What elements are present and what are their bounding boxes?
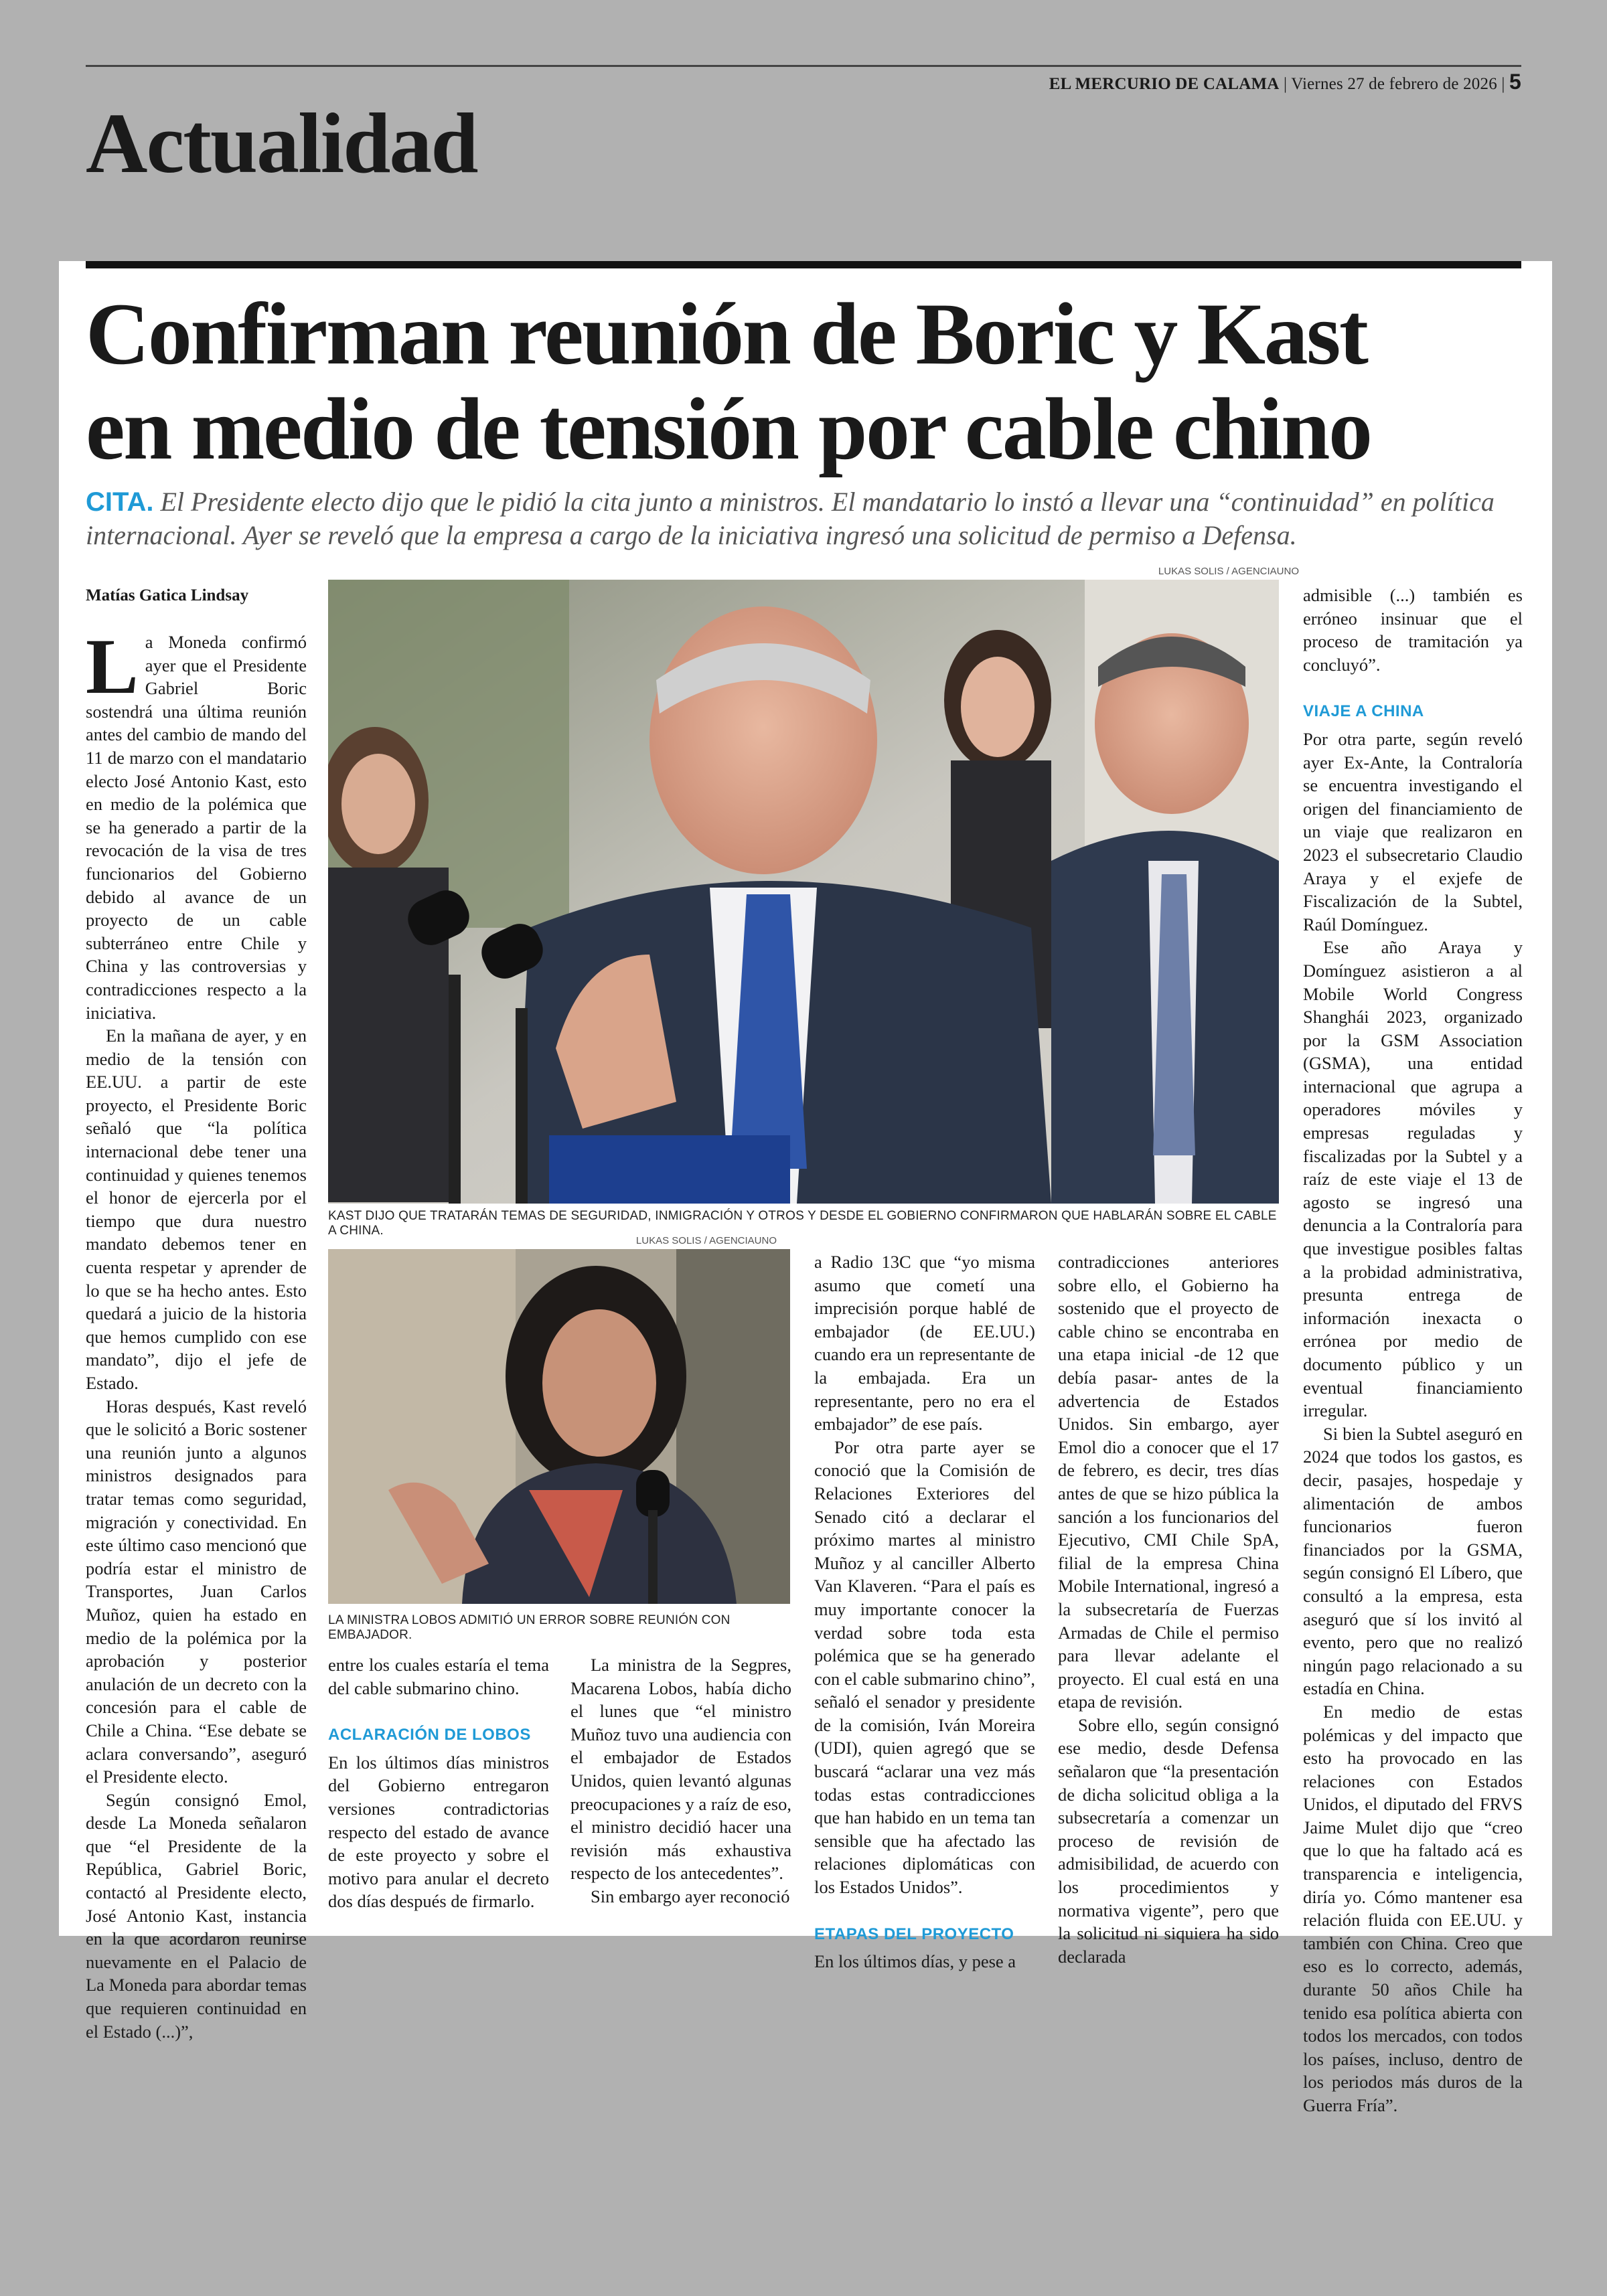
masthead: EL MERCURIO DE CALAMA | Viernes 27 de febrero de 2026 | 5 (1049, 70, 1521, 94)
byline: Matías Gatica Lindsay (86, 586, 249, 604)
headline-line-1: Confirman reunión de Boric y Kast (86, 284, 1367, 383)
paragraph: entre los cuales estaría el tema del cable submarino chino. (328, 1655, 549, 1698)
issue-date: Viernes 27 de febrero de 2026 (1291, 75, 1497, 93)
top-rule (86, 65, 1521, 67)
paragraph: En los últimos días ministros del Gobierno entregaron versiones contradictorias respecto del estado de avance de este proyecto y sobre el motivo para anular el decreto dos días después de firmarlo. (328, 1752, 549, 1912)
main-photo-credit: LUKAS SOLIS / AGENCIAUNO (1158, 566, 1299, 577)
publication-name: EL MERCURIO DE CALAMA (1049, 75, 1280, 93)
section-title: Actualidad (86, 96, 477, 191)
drop-cap: L (86, 623, 139, 710)
paragraph: La ministra de la Segpres, Macarena Lobos, había dicho el lunes que “el ministro Muñoz tuvo una audiencia con el embajador de Estados Unidos, quien levantó algunas preocupaciones y a raíz de eso, el ministro decidió hacer una revisión más exhaustiva respecto de los antecedentes”. (570, 1655, 791, 1884)
headline-line-2: en medio de tensión por cable chino (86, 380, 1371, 478)
column-3 (570, 1653, 791, 1908)
page-number: 5 (1509, 70, 1521, 94)
lede (86, 485, 1521, 552)
column-2 (328, 1653, 549, 1913)
column-4 (814, 1250, 1035, 1973)
subhead-lobos: ACLARACIÓN DE LOBOS (328, 1726, 531, 1744)
paragraph: a Radio 13C que “yo misma asumo que cometí una imprecisión porque hablé de embajador (de EE.UU.) cuando era un representante de la embajada. Era un representante, pero no era el embajador” de ese país. (814, 1252, 1035, 1434)
column-5 (1058, 1250, 1279, 1968)
column-1 (86, 623, 307, 2043)
main-photo-caption: KAST DIJO QUE TRATARÁN TEMAS DE SEGURIDAD, INMIGRACIÓN Y OTROS Y DESDE EL GOBIERNO CONFIRMARON QUE HABLARÁN SOBRE EL CABLE A CHINA. (328, 1209, 1277, 1238)
subhead-etapas: ETAPAS DEL PROYECTO (814, 1924, 1014, 1943)
paragraph: Sobre ello, según consignó ese medio, desde Defensa señalaron que “la presentación de dicha solicitud obliga a la subsecretaría a comenzar un proceso de revisión de admisibilidad, de acuerdo con los procedimientos y normativa vigente”, pero que la solicitud ni siquiera ha sido declarada (1058, 1714, 1279, 1967)
lede-text: El Presidente electo dijo que le pidió la cita junto a ministros. El mandatario lo instó a llevar una “continuidad” en política internacional. Ayer se reveló que la empresa a cargo de la iniciativa ingresó una solicitud de permiso a Defensa. (86, 487, 1495, 550)
paragraph: admisible (...) también es erróneo insinuar que el proceso de tramitación ya concluyó”. (1303, 585, 1523, 675)
second-photo-credit: LUKAS SOLIS / AGENCIAUNO (635, 1235, 777, 1246)
paragraph: contradicciones anteriores sobre ello, el Gobierno ha sostenido que el proyecto de cable chino se encontraba en una etapa inicial -de 12 que debía pasar- antes de la advertencia de Estados Unidos. Sin embargo, ayer Emol dio a conocer que el 17 de febrero, es decir, tres días antes de que se hizo pública la sanción a los funcionarios del Ejecutivo, CMI Chile SpA, filial de la empresa China Mobile International, ingresó a la subsecretaría de Fuerzas Armadas de Chile el permiso para llevar adelante el proyecto. El cual está en una etapa de revisión. (1058, 1252, 1279, 1712)
paragraph: Por otra parte ayer se conoció que la Comisión de Relaciones Exteriores del Senado citó a declarar el próximo martes al ministro Muñoz y al canciller Alberto Van Klaveren. “Para el país es muy importante conocer la verdad sobre toda esta polémica que se ha generado con el cable submarino chino”, señaló el senador y presidente de la comisión, Iván Moreira (UDI), quien agregó que se buscará “aclarar una vez más todas estas contradicciones que han habido en un tema tan sensible que ha afectado las relaciones diplomáticas con los Estados Unidos”. (814, 1437, 1035, 1898)
subhead-viaje: VIAJE A CHINA (1303, 702, 1424, 721)
paragraph: Si bien la Subtel aseguró en 2024 que todos los gastos, es decir, pasajes, hospedaje y alimentación de ambos funcionarios fueron financiados por la GSMA, según consignó El Líbero, que consultó a la empresa, esta aseguró que sí los invitó al evento, pero que no realizó ningún pago relacionado a su estadía en China. (1303, 1423, 1523, 1699)
headline (86, 286, 1525, 477)
paragraph: Por otra parte, según reveló ayer Ex-Ante, la Contraloría se encuentra investigando el origen del financiamiento de un viaje que realizaron en 2023 el subsecretario Claudio Araya y el exjefe de Fiscalización de la Subtel, Raúl Domínguez. (1303, 728, 1523, 934)
paragraph: En medio de estas polémicas y del impacto que esto ha provocado en las relaciones con Estados Unidos, el diputado del FRVS Jaime Mulet dijo que “creo que lo que ha faltado acá es transparencia e inteligencia, diría yo. Cómo mantener esa relación fluida con EE.UU. y también con China. Creo que eso es lo correcto, además, durante 50 años Chile ha tenido esa política abierta con todos los mercados, con todos los países, incluso, dentro de los periodos más duros de la Guerra Fría”. (1303, 1701, 1523, 2115)
paragraph: Sin embargo ayer reconoció (591, 1886, 790, 1906)
paragraph: Según consignó Emol, desde La Moneda señalaron que “el Presidente de la República, Gabriel Boric, contactó al Presidente electo, José Antonio Kast, instancia en la que acordaron reunirse nuevamente en el Palacio de La Moneda para abordar temas que requieren continuidad en el Estado (...)”, (86, 1789, 307, 2042)
paragraph: Ese año Araya y Domínguez asistieron a al Mobile World Congress Shanghái 2023, organizado por la GSM Association (GSMA), una entidad internacional que agrupa a operadores móviles y empresas reguladas y fiscalizadas por la Subtel y a raíz de este viaje el 13 de agosto se ingresó una denuncia a la Contraloría para que investigue posibles faltas a la probidad administrativa, presunta entrega de información inexacta o errónea por medio de documento público y un eventual financiamiento irregular. (1303, 937, 1523, 1421)
lede-tag: CITA. (86, 487, 154, 517)
main-photo (328, 580, 1279, 1204)
column-6 (1303, 584, 1523, 2117)
paragraph: La Moneda confirmó ayer que el Presidente Gabriel Boric sostendrá una última reunión antes del cambio de mando del 11 de marzo con el mandatario electo José Antonio Kast, esto en medio de la polémica que se ha generado a partir de la revocación de la visa de tres funcionarios del Gobierno debido al avance de un proyecto de un cable subterráneo entre Chile y China y las controversias y contradicciones respecto a la iniciativa. (86, 623, 307, 1023)
headline-rule (86, 261, 1521, 268)
paragraph: En los últimos días, y pese a (814, 1951, 1016, 1972)
paragraph: Horas después, Kast reveló que le solicitó a Boric sostener una reunión junto a algunos ministros designados para tratar temas como seguridad, migración y conectividad. En este último caso mencionó que podría estar el ministro de Transportes, Juan Carlos Muñoz, quien ha estado en medio de la polémica por la aprobación y posterior anulación de un decreto con la concesión para el cable de Chile a China. “Ese debate se aclara conversando”, aseguró el Presidente electo. (86, 1396, 307, 1787)
second-photo-caption: LA MINISTRA LOBOS ADMITIÓ UN ERROR SOBRE REUNIÓN CON EMBAJADOR. (328, 1613, 731, 1642)
second-photo (328, 1249, 790, 1604)
paragraph: En la mañana de ayer, y en medio de la tensión con EE.UU. a partir de este proyecto, el Presidente Boric señaló que “la política internacional debe tener una continuidad y quienes tenemos el honor de ejercerla por el tiempo que dura nuestro mandato debemos tener en cuenta respetar y aprender de lo que se ha hecho antes. Esto quedará a juicio de la historia que hemos cumplido con ese mandato”, dijo el jefe de Estado. (86, 1026, 307, 1393)
